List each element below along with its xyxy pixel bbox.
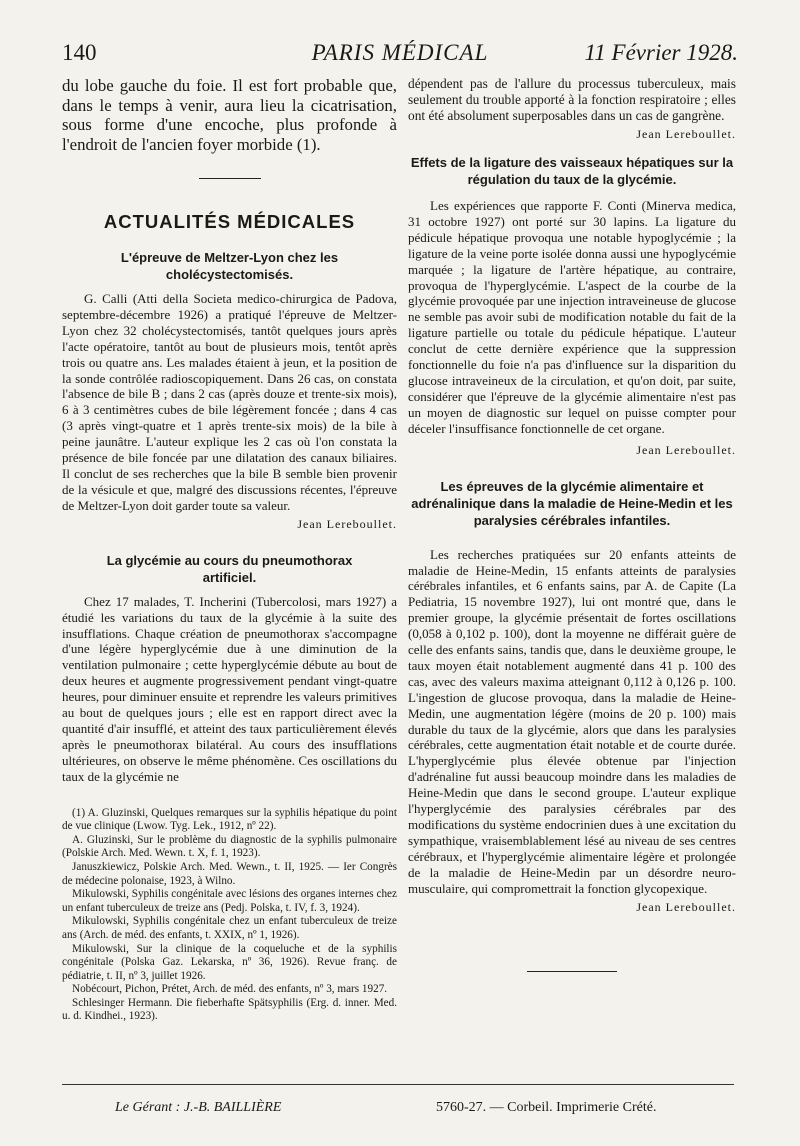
publisher-manager: Le Gérant : J.-B. BAILLIÈRE <box>115 1100 282 1115</box>
section-title: ACTUALITÉS MÉDICALES <box>103 211 356 232</box>
footnotes <box>62 807 397 1025</box>
footer-rule <box>62 1084 734 1085</box>
article-title: L'épreuve de Meltzer-Lyon chez les cholécystectomisés. <box>120 250 339 282</box>
article-signature: Jean Lereboullet. <box>636 127 736 141</box>
article-body: G. Calli (Atti della Societa medico-chirurgica de Padova, septembre-décembre 1926) a pratiqué l'épreuve de Meltzer-Lyon chez 32 cholécystectomisés, tantôt quelques jours après l'acte opératoire, tantôt au bout de plusieurs mois, tentôt après trois ou quatre ans. Les malades étaient à jeun, et la position de la sonde contrôlée radioscopiquement. Dans 26 cas, on constata l'absence de bile B ; dans 2 cas (après douze et trente-six mois), 6 à 3 centimètres cubes de bile légèrement foncée ; dans 4 cas (3 après vingt-quatre et 1 après trente-six mois) de la bile à peine jaunâtre. L'auteur explique les 2 cas où l'on constata la présence de bile foncée par une dilatation des canaux biliaires. Il conclut de ses recherches que la bile B semble bien provenir de la vésicule et que, malgré des discussions récentes, l'épreuve de Meltzer-Lyon doit garder toute sa valeur. <box>62 291 397 513</box>
article-title: La glycémie au cours du pneumothorax artificiel. <box>106 552 353 585</box>
divider <box>199 178 261 179</box>
footnote: Januszkiewicz, Polskie Arch. Med. Wewn., t. II, 1925. — Ier Congrès de médecine polonaise, 1923, à Wilno. <box>62 860 397 887</box>
footnote: Mikulowski, Sur la clinique de la coqueluche et de la syphilis congénitale (Polska Gaz. Lekarska, nº 36, 1926). Revue franç. de pédiatrie, t. II, nº 3, juillet 1926. <box>62 942 397 982</box>
article-body: Les recherches pratiquées sur 20 enfants atteints de maladie de Heine-Medin, 15 enfants atteints de paralysies cérébrales infantiles, et 6 enfants sains, par A. de Capite (La Pediatria, 15 novembre 1927), lui ont montré que, dans le premier groupe, la glycémie présentait de fortes oscillations (0,058 à 0,102 p. 100), dont la moyenne ne différait guère de celle des enfants sains, tandis que, dans le deuxième groupe, le taux moyen était notablement augmenté dans 41 p. 100 des cas, avec des valeurs maxima atteignant 0,112 à 0,126 p. 100. L'ingestion de glucose provoqua, dans la maladie de Heine-Medin, une augmentation légère (moins de 20 p. 100) mais durable du taux de la glycémie, alors que dans les paralysies cérébrales, cette augmentation était notable et de courte durée. L'hyperglycémie plus élevée obtenue par l'injection d'adrénaline fut aussi beaucoup moindre dans les maladies de Heine-Medin que dans le second groupe. L'auteur explique l'hyperglycémie des paralysies cérébrales par des modifications du système endocrinien dues à une excitation du sympathique, vraisemblablement lésé au niveau de ses centres cérébraux, et l'hyperglycémie alimentaire légère et prolongée de la maladie de Heine-Medin par un désordre neuro-musculaire, qui compromettrait la fonction glycopexique. <box>408 546 736 896</box>
issue-date: 11 Février 1928. <box>584 40 738 65</box>
right-column <box>408 76 736 972</box>
article-signature: Jean Lereboullet. <box>636 442 736 457</box>
article-body: Les expériences que rapporte F. Conti (Minerva medica, 31 octobre 1927) ont porté sur 30 lapins. La ligature du pédicule hépatique provoqua une notable hypoglycémie ; la ligature de la veine porte isolée donna aussi une hypoglycémie marquée ; la ligature de l'artère hépatique, au contraire, provoqua de l'hyperglycémie. L'aspect de la courbe de la glycémie provoquée par une injection intraveineuse de glucose ne semble pas avoir subi de modification notable du fait de la ligature partielle ou totale du pédicule hépatique. L'auteur conclut de cette dernière expérience que la suppression fonctionnelle du foie n'a pas d'influence sur la disparition du glucose intraveineux de la circulation, et qu'on doit, par suite, considérer que l'épreuve de la glycémie alimentaire n'est pas un moyen de diagnostic sur lequel on puisse compter pour déceler l'insuffisance fonctionnelle de cet organe. <box>408 198 736 436</box>
footnote: A. Gluzinski, Sur le problème du diagnostic de la syphilis pulmonaire (Polskie Arch. Med. Wewn. t. X, f. 1, 1923). <box>62 833 397 860</box>
page-number: 140 <box>62 40 97 65</box>
footnote: Mikulowski, Syphilis congénitale chez un enfant tuberculeux de treize ans (Arch. de méd. des enfants, t. XXIX, nº 1, 1926). <box>62 915 397 941</box>
footnote: Nobécourt, Pichon, Prétet, Arch. de méd. des enfants, nº 3, mars 1927. <box>72 983 388 996</box>
footnote: Schlesinger Hermann. Die fieberhafte Spätsyphilis (Erg. d. inner. Med. u. d. Kindhei., 1923). <box>62 996 397 1023</box>
footnote: Mikulowski, Syphilis congénitale avec lésions des organes internes chez un enfant tuberculeux de treize ans (Pedj. Polska, t. IV, f. 3, 1924). <box>62 888 397 914</box>
journal-title: PARIS MÉDICAL <box>311 40 489 65</box>
article-signature: Jean Lereboullet. <box>297 516 397 531</box>
article-title: Les épreuves de la glycémie alimentaire et adrénalinique dans la maladie de Heine-Medin et les paralysies cérébrales infantiles. <box>411 478 733 528</box>
running-header <box>62 40 738 70</box>
left-column <box>62 76 397 1024</box>
article-signature: Jean Lereboullet. <box>636 899 736 914</box>
continued-paragraph: dépendent pas de l'allure du processus tuberculeux, mais seulement du trouble apporté à la fonction respiratoire ; elles ont été absolument superposables dans un cas de gangrène. <box>408 76 736 123</box>
article-title: Effets de la ligature des vaisseaux hépatiques sur la régulation du taux de la glycémie. <box>410 155 734 187</box>
printer-imprint: 5760-27. — Corbeil. Imprimerie Crété. <box>436 1100 657 1115</box>
footnote: (1) A. Gluzinski, Quelques remarques sur la syphilis hépatique du point de vue clinique (Lwow. Tyg. Lek., 1912, nº 22). <box>62 806 397 833</box>
article-body: Chez 17 malades, T. Incherini (Tubercolosi, mars 1927) a étudié les variations du taux de la glycémie à la suite des insufflations. Chaque création de pneumothorax s'accompagne d'une légère hyperglycémie due à une diminution de la ventilation pulmonaire ; cette hyperglycémie débute au bout de deux heures et augmente progressivement pendant vingt-quatre heures, pour diminuer ensuite et reprendre les valeurs primitives au bout de quelques jours ; elle est en rapport direct avec la quantité d'air insufflé, et atteint des taux particulièrement élevés après le pneumothorax bilatéral. Au cours des insufflations ultérieures, on observe le même phénomène. Ces oscillations du taux de la glycémie ne <box>62 593 397 784</box>
intro-paragraph: du lobe gauche du foie. Il est fort probable que, dans le temps à venir, aura lieu la cicatrisation, sous forme d'une encoche, plus profonde à l'endroit de l'ancien foyer morbide (1). <box>62 76 397 154</box>
divider <box>527 971 617 972</box>
